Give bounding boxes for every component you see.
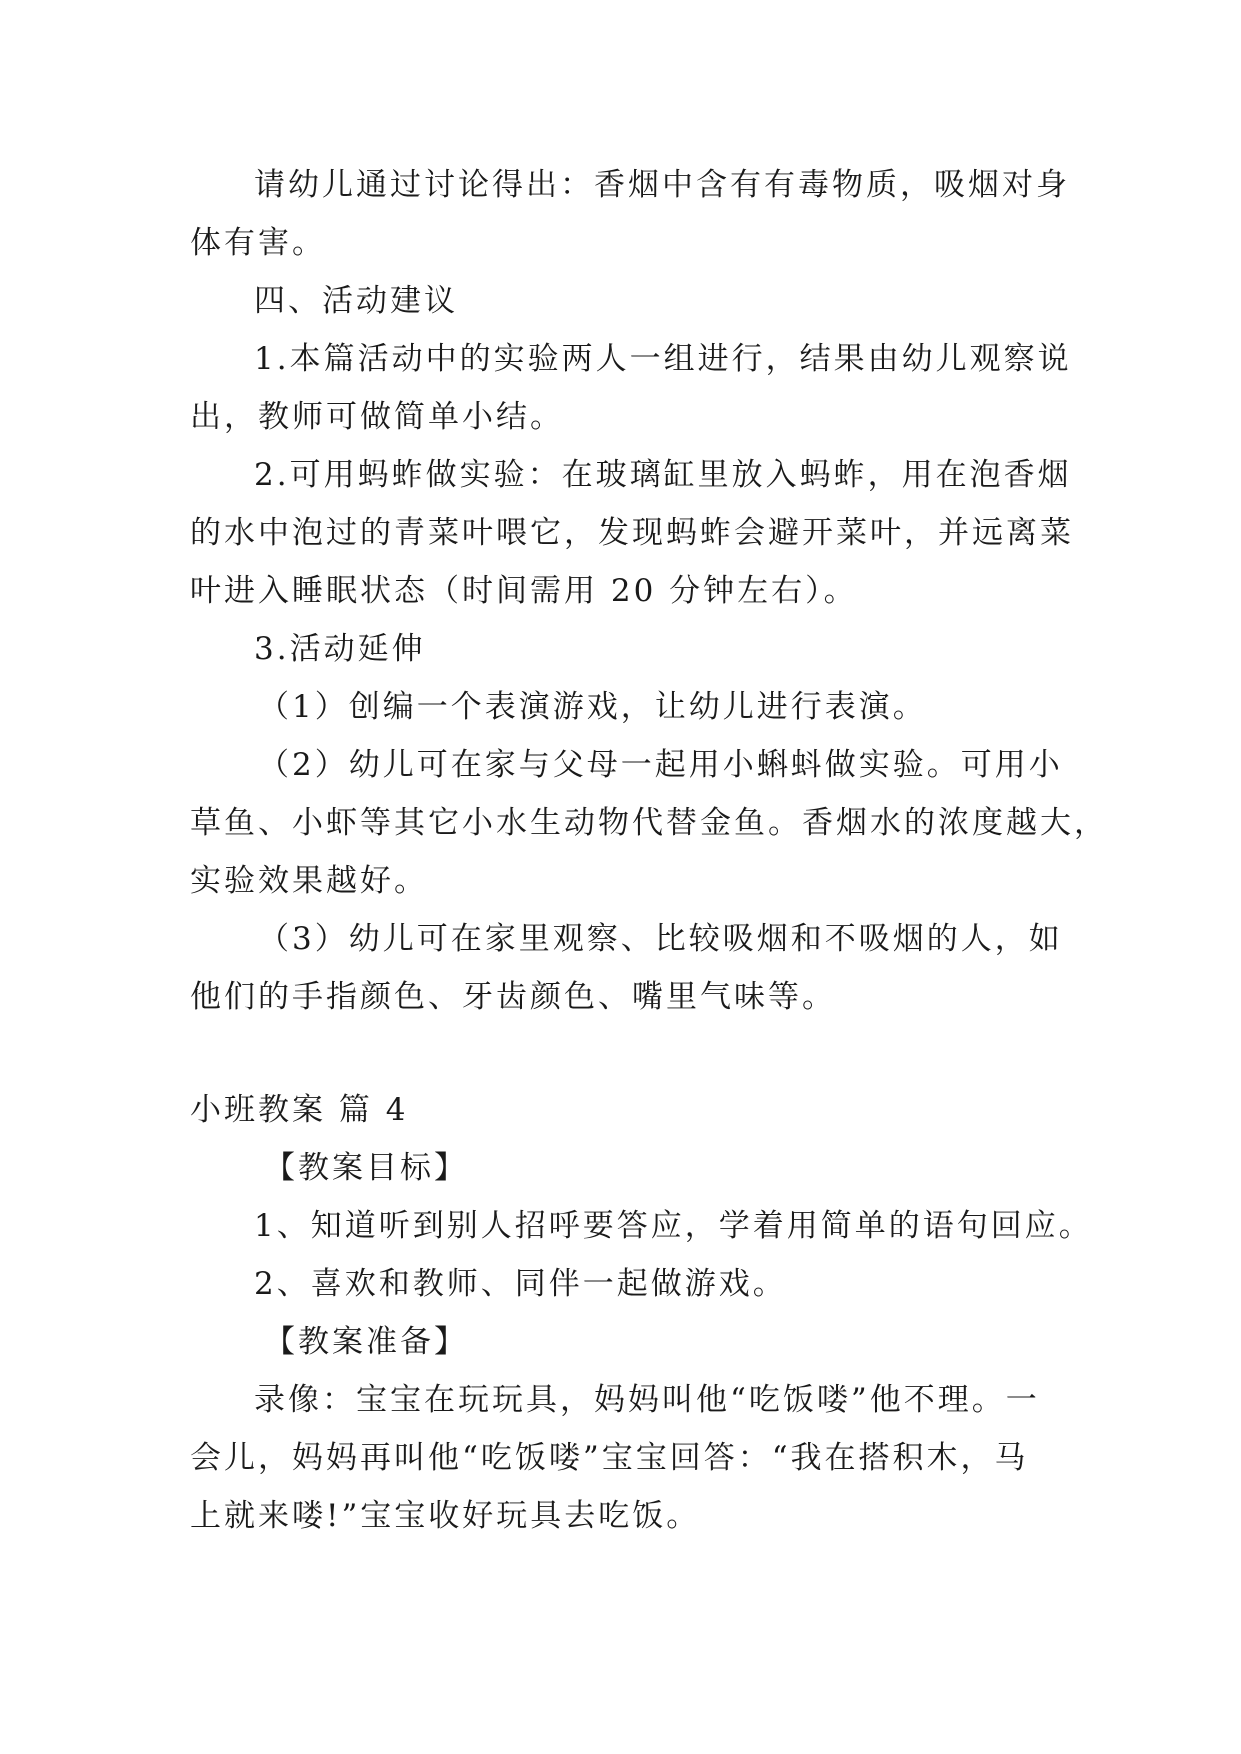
paragraph-line: 录像：宝宝在玩玩具，妈妈叫他“吃饭喽”他不理。一 [254,1382,1040,1418]
paragraph-line: （2）幼儿可在家与父母一起用小蝌蚪做实验。可用小 [258,747,1063,783]
paragraph-line: 出，教师可做简单小结。 [190,399,564,435]
paragraph-line: 他们的手指颜色、牙齿颜色、嘴里气味等。 [190,979,836,1015]
paragraph-line: 1、知道听到别人招呼要答应，学着用简单的语句回应。 [254,1208,1093,1244]
section-heading: 【教案目标】 [264,1150,468,1186]
section-heading: 【教案准备】 [264,1324,468,1360]
section-title: 小班教案 篇 4 [190,1092,409,1128]
paragraph-line: 上就来喽!”宝宝收好玩具去吃饭。 [190,1498,701,1534]
section-heading: 四、活动建议 [254,283,458,319]
paragraph-line: （3）幼儿可在家里观察、比较吸烟和不吸烟的人，如 [258,921,1063,957]
paragraph-line: 实验效果越好。 [190,863,428,899]
paragraph-line: （1）创编一个表演游戏，让幼儿进行表演。 [258,689,927,725]
paragraph-line: 2、喜欢和教师、同伴一起做游戏。 [254,1266,787,1302]
paragraph-line: 会儿，妈妈再叫他“吃饭喽”宝宝回答：“我在搭积木，马 [190,1440,1029,1476]
paragraph-line: 草鱼、小虾等其它小水生动物代替金鱼。香烟水的浓度越大， [190,805,1108,841]
paragraph-line: 3.活动延伸 [254,631,426,667]
paragraph-line: 体有害。 [190,225,326,261]
paragraph-line: 叶进入睡眠状态（时间需用 20 分钟左右）。 [190,573,858,609]
paragraph-line: 2.可用蚂蚱做实验：在玻璃缸里放入蚂蚱，用在泡香烟 [254,457,1072,493]
paragraph-line: 1.本篇活动中的实验两人一组进行，结果由幼儿观察说 [254,341,1072,377]
paragraph-line: 请幼儿通过讨论得出：香烟中含有有毒物质，吸烟对身 [254,167,1070,203]
paragraph-line: 的水中泡过的青菜叶喂它，发现蚂蚱会避开菜叶，并远离菜 [190,515,1074,551]
